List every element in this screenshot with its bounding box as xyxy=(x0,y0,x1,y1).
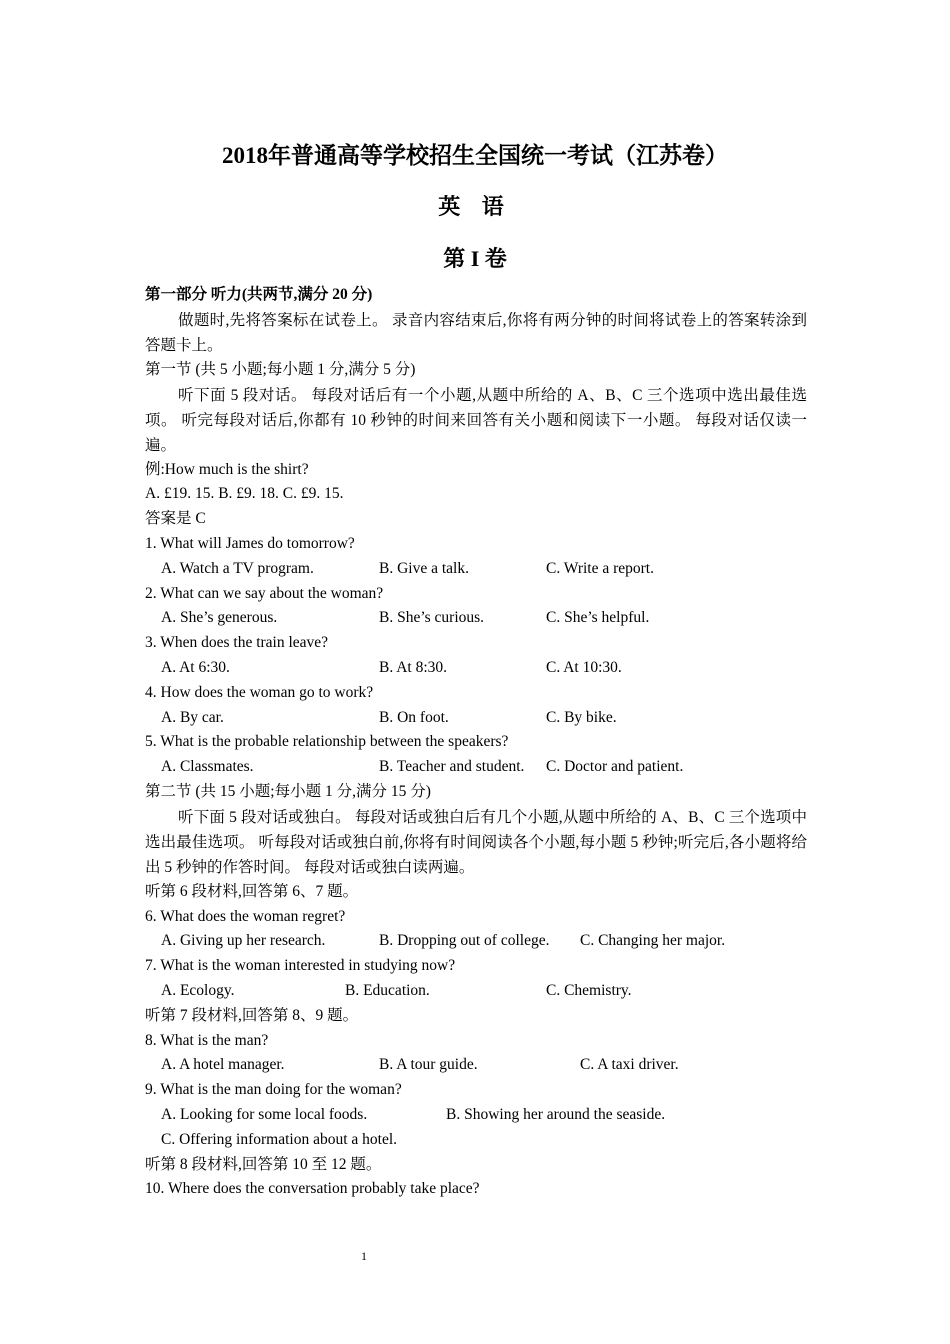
question-6: 6. What does the woman regret? xyxy=(145,907,346,925)
question-7-options xyxy=(145,979,807,1004)
option-b: B. Dropping out of college. xyxy=(379,932,550,950)
option-a: A. At 6:30. xyxy=(161,658,230,676)
option-b: B. Showing her around the seaside. xyxy=(446,1105,666,1123)
option-c: C. Chemistry. xyxy=(546,981,632,999)
question-10: 10. Where does the conversation probably take place? xyxy=(145,1180,480,1198)
question-5-options xyxy=(145,755,807,780)
question-5: 5. What is the probable relationship between the speakers? xyxy=(145,733,509,751)
option-c: C. Doctor and patient. xyxy=(546,758,684,776)
exam-content xyxy=(145,283,807,1202)
option-c: C. Offering information about a hotel. xyxy=(161,1130,398,1148)
option-a: A. By car. xyxy=(161,708,224,726)
option-c: C. She’s helpful. xyxy=(546,609,650,627)
section2-instruction: 听下面 5 段对话或独白。 每段对话或独白后有几个小题,从题中所给的 A、B、C 三个选项中选出最佳选项。 听每段对话或独白前,你将有时间阅读各个小题,每小题 5 秒钟;听完后,各小题将给出 5 秒钟的作答时间。 每段对话或独白读两遍。 xyxy=(145,808,807,876)
option-b: B. At 8:30. xyxy=(379,658,448,676)
option-a: A. Ecology. xyxy=(161,981,235,999)
option-c: C. Changing her major. xyxy=(580,932,726,950)
exam-title: 2018年普通高等学校招生全国统一考试（江苏卷） xyxy=(222,143,728,168)
section1-heading: 第一节 (共 5 小题;每小题 1 分,满分 5 分) xyxy=(145,360,416,378)
question-1-options xyxy=(145,557,807,582)
part1-instruction: 做题时,先将答案标在试卷上。 录音内容结束后,你将有两分钟的时间将试卷上的答案转涂到答题卡上。 xyxy=(145,311,807,354)
page-number: 1 xyxy=(361,1249,367,1263)
question-3: 3. When does the train leave? xyxy=(145,634,329,652)
subject-title: 英 语 xyxy=(438,194,512,219)
question-4-options xyxy=(145,706,807,731)
option-c: C. A taxi driver. xyxy=(580,1056,679,1074)
question-2-options xyxy=(145,606,807,631)
question-9-options-c xyxy=(145,1128,807,1153)
question-6-options xyxy=(145,929,807,954)
question-8: 8. What is the man? xyxy=(145,1031,269,1049)
option-c: C. By bike. xyxy=(546,708,617,726)
option-a: A. Watch a TV program. xyxy=(161,559,314,577)
option-b: B. On foot. xyxy=(379,708,449,726)
section1-instruction: 听下面 5 段对话。 每段对话后有一个小题,从题中所给的 A、B、C 三个选项中选出最佳选项。 听完每段对话后,你都有 10 秒钟的时间来回答有关小题和阅读下一小题。 每段对话仅读一遍。 xyxy=(145,386,807,454)
section2-heading: 第二节 (共 15 小题;每小题 1 分,满分 15 分) xyxy=(145,782,431,800)
question-9: 9. What is the man doing for the woman? xyxy=(145,1081,402,1099)
question-4: 4. How does the woman go to work? xyxy=(145,683,374,701)
material-8-label: 听第 8 段材料,回答第 10 至 12 题。 xyxy=(145,1155,382,1173)
option-a: A. Classmates. xyxy=(161,758,254,776)
option-b: B. A tour guide. xyxy=(379,1056,478,1074)
question-7: 7. What is the woman interested in studying now? xyxy=(145,957,456,975)
question-3-options xyxy=(145,656,807,681)
option-b: B. She’s curious. xyxy=(379,609,485,627)
volume-title: 第 I 卷 xyxy=(443,246,507,271)
example-options: A. £19. 15. B. £9. 18. C. £9. 15. xyxy=(145,485,344,503)
example-answer: 答案是 C xyxy=(145,510,206,528)
option-b: B. Education. xyxy=(345,981,430,999)
material-7-label: 听第 7 段材料,回答第 8、9 题。 xyxy=(145,1006,359,1024)
option-b: B. Teacher and student. xyxy=(379,758,525,776)
option-c: C. Write a report. xyxy=(546,559,654,577)
question-2: 2. What can we say about the woman? xyxy=(145,584,384,602)
material-6-label: 听第 6 段材料,回答第 6、7 题。 xyxy=(145,882,359,900)
option-a: A. She’s generous. xyxy=(161,609,278,627)
example-question: 例:How much is the shirt? xyxy=(145,460,309,478)
question-8-options xyxy=(145,1053,807,1078)
option-a: A. Giving up her research. xyxy=(161,932,326,950)
option-b: B. Give a talk. xyxy=(379,559,469,577)
question-1: 1. What will James do tomorrow? xyxy=(145,534,355,552)
option-a: A. Looking for some local foods. xyxy=(161,1105,368,1123)
option-c: C. At 10:30. xyxy=(546,658,622,676)
question-9-options-ab xyxy=(145,1103,807,1128)
option-a: A. A hotel manager. xyxy=(161,1056,285,1074)
part1-heading: 第一部分 听力(共两节,满分 20 分) xyxy=(145,286,373,303)
